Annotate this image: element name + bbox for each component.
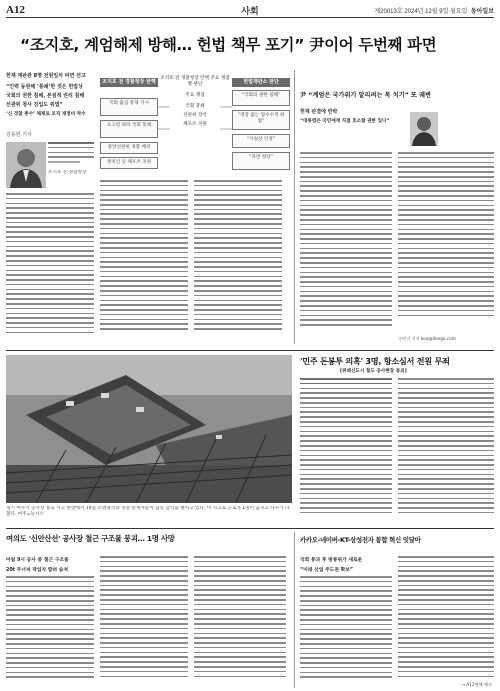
column-deck bbox=[300, 108, 416, 124]
main-body-col-1b bbox=[6, 193, 94, 345]
chart-right-header: 헌법재판소 판단 bbox=[232, 78, 290, 87]
main-deck bbox=[6, 72, 86, 117]
bottom-left-deck-line: 20t 무너져 작업자 깔려 숨져 bbox=[6, 568, 68, 573]
bottom-left-deck-line: 아침 9시 공사 중 철근 구조물 bbox=[6, 558, 69, 563]
chart-left-box: 포고령 따라 국회 봉쇄 bbox=[100, 120, 158, 138]
main-body-col-1 bbox=[48, 142, 94, 166]
edition-info bbox=[374, 6, 494, 15]
chart-mid-item: 체포조 지원 bbox=[183, 122, 207, 127]
paper-name: 동아일보 bbox=[470, 9, 494, 15]
column-body-1 bbox=[300, 152, 392, 342]
train-headline: '민주 돈봉투 의혹' 3명, 항소심서 전원 무죄 bbox=[300, 356, 450, 366]
bottom-left-body-3 bbox=[194, 556, 286, 688]
column-deck-line: “대통령은 국민에게 직접 호소할 권한 있다” bbox=[300, 119, 390, 124]
person-silhouette-icon bbox=[6, 142, 46, 188]
train-body-2 bbox=[398, 378, 494, 526]
deck-line: 선관위 청사 진입도 위법” bbox=[6, 102, 63, 108]
chart-left-box: 국회 출입 통제 지시 bbox=[100, 98, 158, 116]
column-portrait bbox=[410, 112, 438, 146]
chart-mid-item: 국회 봉쇄 bbox=[185, 104, 205, 109]
continued-note: → A12면에 계속 bbox=[461, 682, 492, 687]
bottom-column-divider bbox=[294, 532, 295, 688]
section-rule bbox=[6, 350, 494, 351]
section-label: 사회 bbox=[241, 6, 259, 16]
portrait-caption: 조지호 전 경찰청장 bbox=[48, 170, 87, 175]
bottom-right-body-1 bbox=[300, 576, 392, 688]
chart-connectors bbox=[158, 96, 232, 166]
bottom-left-body-2 bbox=[100, 556, 188, 688]
bottom-left-body-1 bbox=[6, 576, 94, 688]
edition-date: 제20013호 2024년 12월 9일 월요일 bbox=[374, 9, 468, 15]
main-body-col-3 bbox=[194, 180, 282, 345]
bottom-left-headline: 여의도 '신안산선' 공사장 철근 구조물 붕괴… 1명 사망 bbox=[6, 534, 175, 543]
main-body-col-2 bbox=[100, 180, 188, 345]
construction-collapse-image bbox=[6, 355, 292, 503]
column-divider bbox=[294, 70, 295, 344]
column-deck-line: 헌재 판결에 반박 bbox=[300, 109, 338, 115]
chart-left-header: 조지호 전 경찰청장 탄핵 bbox=[100, 78, 158, 87]
accident-photo bbox=[6, 355, 292, 503]
column-byline: 구민기 기자 koo@donga.com bbox=[398, 336, 456, 341]
chart-left-box: 정치인 등 체포조 지원 bbox=[100, 157, 158, 169]
chart-mid-label: 주요 쟁점 bbox=[185, 93, 205, 98]
main-headline: “조지호, 계엄해제 방해… 헌법 책무 포기” 尹이어 두번째 파면 bbox=[20, 36, 437, 54]
bottom-section-rule bbox=[6, 528, 494, 529]
bottom-right-deck-line: “미래 산업 주도권 확보” bbox=[300, 568, 354, 573]
train-body-1 bbox=[300, 378, 392, 526]
train-deck: [위례신도시 철도 공사현장 붕괴] bbox=[340, 369, 407, 374]
bottom-right-body-2 bbox=[398, 556, 494, 688]
column-body-2 bbox=[398, 152, 494, 332]
bottom-left-deck bbox=[6, 556, 94, 573]
chart-right-box: “파면 정당” bbox=[232, 152, 290, 170]
accident-photo-caption: 경기 여주시 공사장 붕괴 사고 현장에서 10일 소방당국과 경찰 관계자들이 합동 감식을 벌이고 있다. 이 사고로 근로자 1명이 숨지고 다수가 다쳤다. 여주=뉴시스 bbox=[6, 506, 290, 517]
chart-mid-item: 선관위 장악 bbox=[183, 113, 207, 118]
deck-line: “인력 동원해 ‘봉쇄’한 것은 헌법상 bbox=[6, 84, 83, 90]
column-headline: 尹 “계엄은 국가위기 알리려는 목 치기” 또 궤변 bbox=[300, 92, 432, 99]
page-number: A12 bbox=[6, 4, 25, 16]
deck-line: 국회의 권한 침해, 본질적 권리 침해 bbox=[6, 93, 85, 99]
portrait-photo bbox=[6, 142, 46, 188]
deck-line: 헌재 재판관 8명 전원일치 파면 선고 bbox=[6, 73, 86, 79]
deck-line: ‘신 경찰 총수’ 체제로 조직 재정비 착수 bbox=[6, 112, 86, 117]
chart-title: 조지호 전 경찰청장 탄핵 주요 쟁점별 판단 bbox=[160, 76, 230, 87]
chart-left-box: 중앙선관위 경찰 배치 bbox=[100, 142, 158, 154]
main-byline: 김동현 기자 bbox=[6, 132, 32, 138]
chart-right-box: “사실상 인정” bbox=[232, 134, 290, 148]
bottom-right-deck-line: 국회 통과 후 방통위가 새로운 bbox=[300, 558, 363, 563]
chart-right-box: “영장 없는 압수수색 위법” bbox=[232, 110, 290, 130]
chart-right-box: “국회의 권한 침해” bbox=[232, 90, 290, 106]
bottom-right-headline: 카카오-네이버-KT-삼성전자 통합 혁신 잇달아 bbox=[300, 536, 421, 544]
masthead-rule bbox=[6, 17, 494, 18]
bottom-right-deck bbox=[300, 556, 392, 573]
person-silhouette-icon bbox=[410, 112, 438, 146]
issue-chart bbox=[100, 76, 290, 172]
